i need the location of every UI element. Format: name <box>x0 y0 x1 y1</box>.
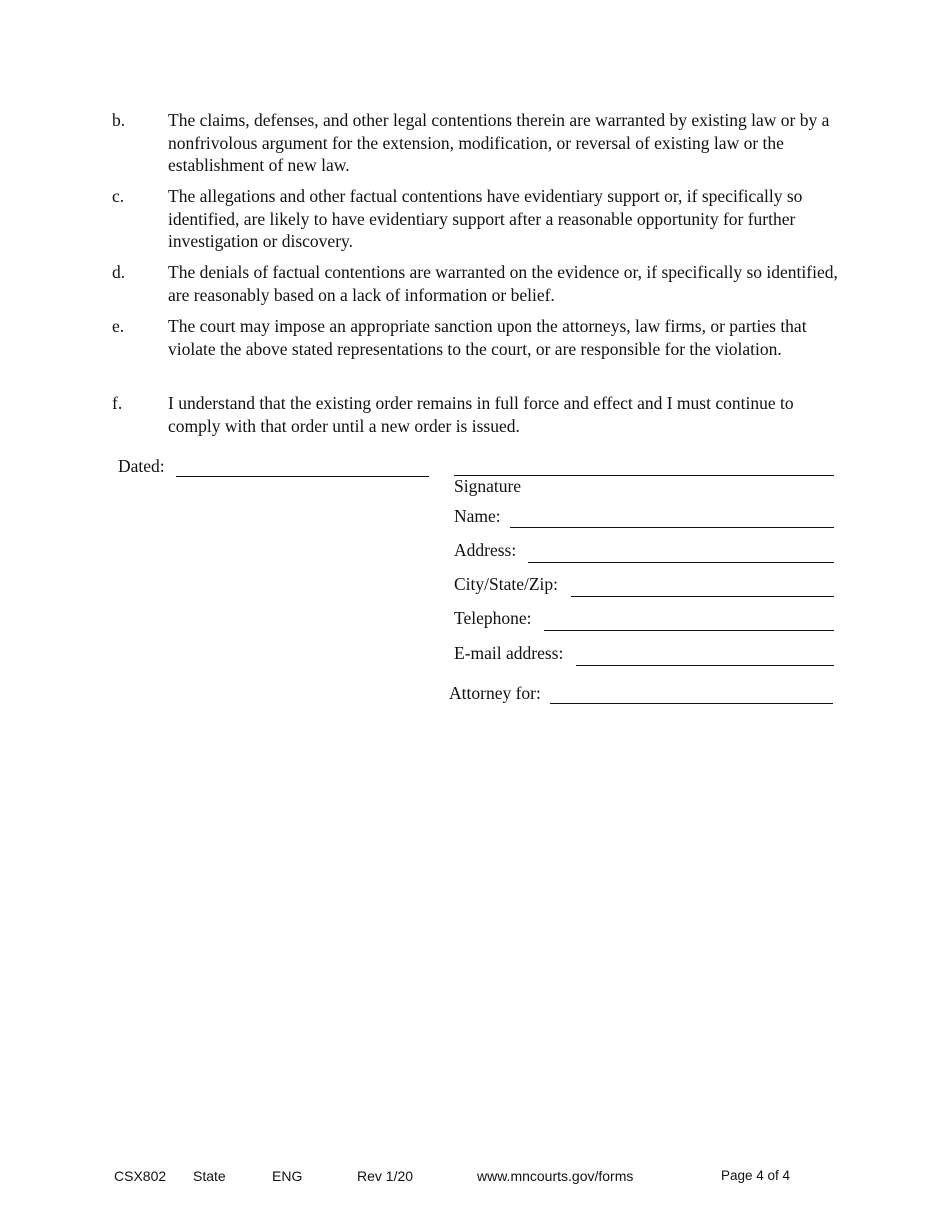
address-label: Address: <box>454 540 517 560</box>
footer-revision: Rev 1/20 <box>357 1168 414 1184</box>
telephone-field[interactable] <box>544 630 834 631</box>
list-letter: d. <box>112 262 126 282</box>
email-label: E-mail address: <box>454 643 564 663</box>
footer-jurisdiction: State <box>193 1168 226 1184</box>
signature-label: Signature <box>454 476 522 496</box>
name-field[interactable] <box>510 527 834 528</box>
dated-label: Dated: <box>118 456 165 476</box>
city-state-zip-label: City/State/Zip: <box>454 574 559 594</box>
footer-website[interactable]: www.mncourts.gov/forms <box>477 1168 634 1184</box>
list-text: The denials of factual contentions are warranted on the evidence or, if specifically so identified, are reasonably based on a lack of information or belief. <box>168 262 838 305</box>
list-text: I understand that the existing order remains in full force and effect and I must continue to comply with that order until a new order is issued. <box>168 393 794 436</box>
dated-field[interactable] <box>176 476 429 477</box>
address-field[interactable] <box>528 562 834 563</box>
footer-language: ENG <box>272 1168 303 1184</box>
list-text: The claims, defenses, and other legal contentions therein are warranted by existing law or by a nonfrivolous argument for the extension, modification, or reversal of existing law or the establishment of new law. <box>168 110 830 175</box>
list-letter: e. <box>112 316 125 336</box>
footer-form-number: CSX802 <box>114 1168 167 1184</box>
telephone-label: Telephone: <box>454 608 532 628</box>
list-text: The court may impose an appropriate sanction upon the attorneys, law firms, or parties that violate the above stated representations to the court, or are responsible for the violation. <box>168 316 807 359</box>
email-field[interactable] <box>576 665 834 666</box>
list-letter: b. <box>112 110 126 130</box>
name-label: Name: <box>454 506 501 526</box>
attorney-for-label: Attorney for: <box>449 683 541 703</box>
list-letter: c. <box>112 186 125 206</box>
list-text: The allegations and other factual contentions have evidentiary support or, if specifically so identified, are likely to have evidentiary support after a reasonable opportunity for further investigation or discovery. <box>168 186 803 251</box>
list-letter: f. <box>112 393 123 413</box>
attorney-for-field[interactable] <box>550 703 833 704</box>
city-state-zip-field[interactable] <box>571 596 834 597</box>
footer-page-number: Page 4 of 4 <box>721 1168 791 1183</box>
